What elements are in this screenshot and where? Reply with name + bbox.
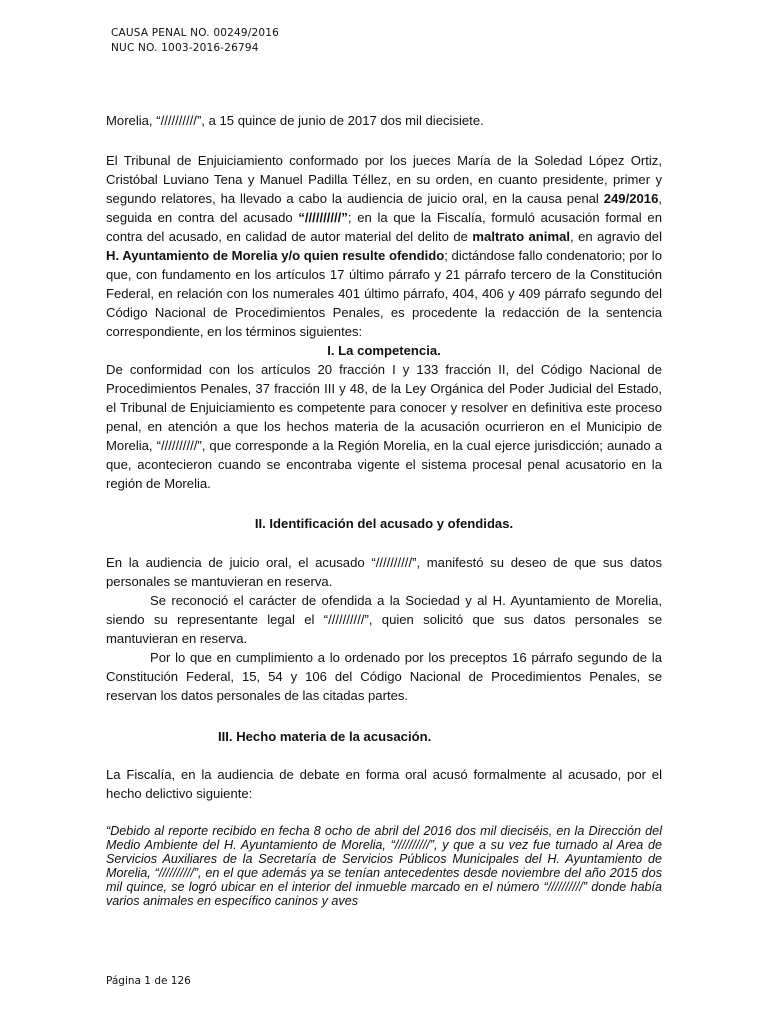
accused-bold: “//////////” [298,210,348,225]
accusation-quote: “Debido al reporte recibido en fecha 8 ocho de abril del 2016 dos mil dieciséis, en la Dirección del Medio Ambiente del H. Ayuntamiento de Morelia, “//////////”, y que a su vez fue turnado al Area de Servicios Auxiliares de la Secretaría de Servicios Públicos Municipales del H. Ayuntamiento de Morelia, “//////////”, en el que además ya se tenían antecedentes desde noviembre del año 2015 dos mil quince, se logró ubicar en el interior del inmueble marcado en el número “//////////” donde había varios animales en específico caninos y aves [106,824,662,908]
intro-s5: ; dictándose fallo condenatorio; por lo que, con fundamento en los artículos 17 último párrafo y 21 párrafo tercero de la Constitución Federal, en relación con los numerales 401 último párrafo, 404, 406 y 409 párrafo segundo del Código Nacional de Procedimientos Penales, es procedente la redacción de la sentencia correspondiente, en los términos siguientes: [106,248,663,339]
date-text: Morelia, “//////////”, a 15 quince de junio de 2017 dos mil diecisiete. [106,113,484,128]
case-bold: 249/2016 [603,191,659,206]
nuc-number: NUC NO. 1003-2016-26794 [111,42,259,54]
section-2-p2: Se reconoció el carácter de ofendida a la Sociedad y al H. Ayuntamiento de Morelia, siendo su representante legal el “//////////”, quien solicitó que sus datos personales se mantuvieran en reserva. [106,593,662,646]
section-2-title: II. Identificación del acusado y ofendidas. [254,516,514,531]
intro-s4: , en agravio del [570,229,663,244]
case-number: CAUSA PENAL NO. 00249/2016 [111,27,280,39]
intro-text [106,151,662,341]
page-number: Página 1 de 126 [106,975,191,987]
section-2-heading [106,514,662,533]
section-1-title: I. La competencia. [327,343,441,358]
section-3-title: III. Hecho materia de la acusación. [218,729,432,744]
victim-bold: H. Ayuntamiento de Morelia y/o quien resulte ofendido [106,248,445,263]
intro-paragraph [106,151,662,341]
section-2-p3: Por lo que en cumplimiento a lo ordenado por los preceptos 16 párrafo segundo de la Constitución Federal, 15, 54 y 106 del Código Nacional de Procedimientos Penales, se reservan los datos personales de las citadas partes. [106,650,662,703]
section-1-text: De conformidad con los artículos 20 fracción I y 133 fracción II, del Código Nacional de Procedimientos Penales, 37 fracción III y 48, de la Ley Orgánica del Poder Judicial del Estado, el Tribunal de Enjuiciamiento es competente para conocer y resolver en definitiva este proceso penal, en atención a que los hechos materia de la acusación ocurrieron en el Municipio de Morelia, “//////////”, que corresponde a la Región Morelia, en la cual ejerce jurisdicción; aunado a que, acontecieron cuando se encontraba vigente el sistema procesal penal acusatorio en la región de Morelia. [106,362,662,491]
section-3-p1: La Fiscalía, en la audiencia de debate en forma oral acusó formalmente al acusado, por el hecho delictivo siguiente: [106,767,662,801]
section-2-p1: En la audiencia de juicio oral, el acusado “//////////”, manifestó su deseo de que sus datos personales se mantuvieran en reserva. [106,555,662,589]
crime-bold: maltrato animal [472,229,571,244]
intro-s1: El Tribunal de Enjuiciamiento conformado por los jueces María de la Soledad López Ortiz, Cristóbal Luviano Tena y Manuel Padilla Téllez, en su orden, en cuanto presidente, primer y segundo relatores, ha llevado a cabo la audiencia de juicio oral, en la causa penal [106,153,662,206]
section-3-heading [106,727,662,746]
date-line [106,111,662,130]
section-1 [106,341,662,493]
intro-s3: ; en la que la Fiscalía, formuló acusación formal en contra del acusado, en calidad de autor material del delito de [106,210,662,244]
section-2 [106,553,662,705]
intro-s2: , seguida en contra del acusado [106,191,662,225]
section-3 [106,765,662,803]
